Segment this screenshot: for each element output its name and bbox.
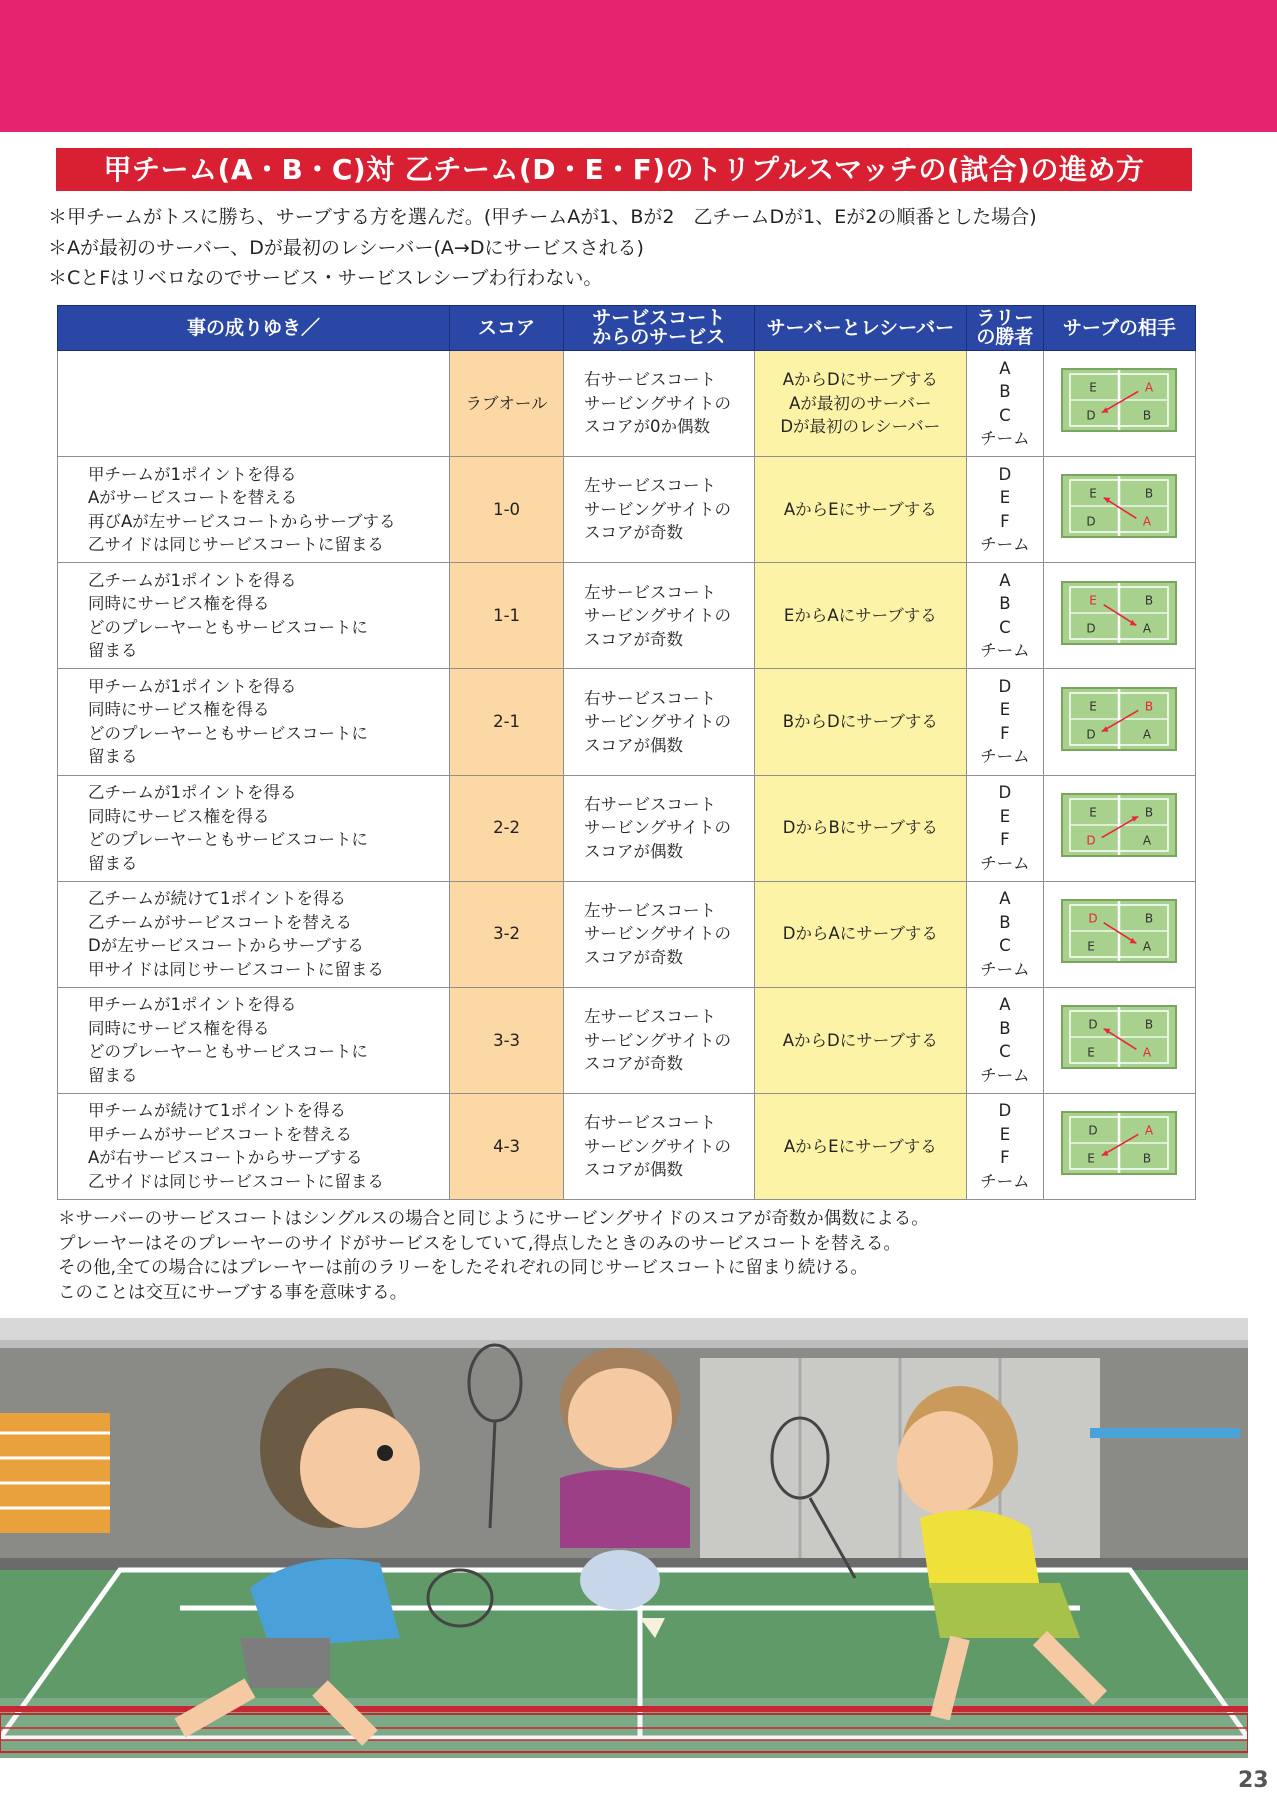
cell-line: 同時にサービス権を得る (88, 594, 270, 614)
cell-line: 留まる (88, 1065, 138, 1085)
court-diagram (1061, 368, 1177, 432)
table-row (58, 987, 1196, 1093)
court-player-label: D (1086, 408, 1096, 423)
cell-line: E (999, 700, 1011, 720)
court-player-label: B (1145, 911, 1154, 926)
cell-line: 同時にサービス権を得る (88, 700, 270, 720)
cell-line: スコアが偶数 (584, 735, 684, 755)
badminton-illustration (0, 1318, 1248, 1758)
cell-line: B (999, 594, 1011, 614)
serve-opponent-cell (1043, 457, 1195, 563)
cell-line: 右サービスコート (584, 688, 717, 708)
header-line: サービスコート (592, 307, 726, 329)
footnote-line: ＊サーバーのサービスコートはシングルスの場合と同じようにサービングサイドのスコアが奇数か偶数による。 (58, 1209, 929, 1229)
boy-eye (377, 1445, 393, 1461)
cell-line: D (998, 676, 1012, 696)
header-rally-winner (967, 306, 1044, 351)
intro-note: ＊CとFはリベロなのでサービス・サービスレシーブわ行わない。 (48, 267, 603, 289)
header-server-receiver: サーバーとレシーバー (754, 306, 966, 351)
score-cell: 4-3 (450, 1093, 564, 1199)
serve-opponent-cell (1043, 1093, 1195, 1199)
cell-line: どのプレーヤーともサービスコートに (88, 617, 368, 637)
cell-line: サービングサイトの (584, 606, 732, 626)
cell-line: A (999, 889, 1011, 909)
rally-winner-cell (967, 881, 1044, 987)
rally-winner-cell (967, 1093, 1044, 1199)
cell-line: スコアが偶数 (584, 1160, 684, 1180)
cell-line: スコアが0か偶数 (584, 417, 711, 437)
cell-line: チーム (980, 641, 1030, 661)
cell-line: どのプレーヤーともサービスコートに (88, 723, 368, 743)
bleacher-seats (0, 1413, 110, 1533)
court-player-label: E (1087, 1151, 1096, 1166)
serve-opponent-cell (1043, 563, 1195, 669)
cell-line: E (999, 1124, 1011, 1144)
rally-winner-cell (967, 563, 1044, 669)
server-receiver-cell (754, 987, 966, 1093)
service-court-cell (564, 987, 755, 1093)
cell-line: スコアが奇数 (584, 523, 684, 543)
court-player-label: E (1087, 1045, 1096, 1060)
event-cell (58, 351, 450, 457)
cell-line: 甲チームが1ポイントを得る (88, 995, 297, 1015)
serve-opponent-cell (1043, 669, 1195, 775)
table-row (58, 775, 1196, 881)
cell-line: E (999, 488, 1011, 508)
footnote-line: このことは交互にサーブする事を意味する。 (58, 1282, 408, 1303)
cell-line: 甲チームが続けて1ポイントを得る (88, 1101, 346, 1121)
cell-line: スコアが偶数 (584, 841, 684, 861)
cell-line: F (1000, 511, 1010, 531)
cell-line: 留まる (88, 641, 138, 661)
table-row (58, 881, 1196, 987)
score-cell: 3-2 (450, 881, 564, 987)
cell-line: AからDにサーブする (782, 370, 938, 390)
cell-line: DからBにサーブする (782, 818, 938, 838)
cell-line: 同時にサービス権を得る (88, 1018, 270, 1038)
intro-notes (48, 202, 1228, 294)
cell-line: AからEにサーブする (783, 499, 937, 519)
bench (1090, 1428, 1240, 1438)
cell-line: F (1000, 830, 1010, 850)
event-cell (58, 881, 450, 987)
court-player-label: E (1089, 593, 1098, 608)
center-shoe (580, 1550, 660, 1610)
cell-line: BからDにサーブする (782, 712, 938, 732)
rally-winner-cell (967, 351, 1044, 457)
service-court-cell (564, 669, 755, 775)
cell-line: 乙サイドは同じサービスコートに留まる (88, 535, 384, 555)
cell-line: 乙サイドは同じサービスコートに留まる (88, 1171, 384, 1191)
event-cell (58, 563, 450, 669)
court-player-label: D (1088, 911, 1098, 926)
cell-line: Dが最初のレシーバー (780, 417, 941, 437)
rally-winner-cell (967, 669, 1044, 775)
cell-line: チーム (980, 1065, 1030, 1085)
cell-line: 甲チームがサービスコートを替える (88, 1124, 352, 1144)
footnotes (58, 1207, 1218, 1305)
court-player-label: B (1143, 1151, 1152, 1166)
court-player-label: D (1086, 514, 1096, 529)
rally-winner-cell (967, 987, 1044, 1093)
serve-opponent-cell (1043, 881, 1195, 987)
court-player-label: A (1145, 1123, 1154, 1138)
center-shirt (560, 1470, 690, 1548)
service-court-cell (564, 457, 755, 563)
serve-opponent-cell (1043, 351, 1195, 457)
court-player-label: E (1089, 805, 1098, 820)
court-player-label: B (1145, 1017, 1154, 1032)
header-line: ラリー (976, 307, 1034, 329)
court-diagram (1061, 1111, 1177, 1175)
cell-line: どのプレーヤーともサービスコートに (88, 1042, 368, 1062)
cell-line: 右サービスコート (584, 1113, 717, 1133)
cell-line: A (999, 995, 1011, 1015)
cell-line: サービングサイトの (584, 712, 732, 732)
cell-line: 乙チームが続けて1ポイントを得る (88, 889, 346, 909)
cell-line: スコアが奇数 (584, 629, 684, 649)
header-serve-opponent: サーブの相手 (1043, 306, 1195, 351)
event-cell (58, 775, 450, 881)
server-receiver-cell (754, 351, 966, 457)
header-score: スコア (450, 306, 564, 351)
court-player-label: A (1143, 939, 1152, 954)
cell-line: サービングサイトの (584, 924, 732, 944)
court-player-label: D (1086, 727, 1096, 742)
cell-line: 甲サイドは同じサービスコートに留まる (88, 959, 384, 979)
cell-line: 右サービスコート (584, 794, 717, 814)
cell-line: F (1000, 723, 1010, 743)
server-receiver-cell (754, 563, 966, 669)
event-cell (58, 457, 450, 563)
cell-line: C (999, 405, 1011, 425)
score-cell: 1-1 (450, 563, 564, 669)
cell-line: チーム (980, 747, 1030, 767)
event-cell (58, 987, 450, 1093)
intro-note: ＊Aが最初のサーバー、Dが最初のレシーバー(A→Dにサービスされる) (48, 236, 644, 259)
cell-line: 左サービスコート (584, 900, 717, 920)
table-header-row (58, 306, 1196, 351)
court-player-label: A (1145, 380, 1154, 395)
serve-opponent-cell (1043, 987, 1195, 1093)
cell-line: B (999, 1018, 1011, 1038)
intro-note: ＊甲チームがトスに勝ち、サーブする方を選んだ。(甲チームAが1、Bが2 乙チームDが1、Eが2の順番とした場合) (48, 206, 1037, 228)
page-title: 甲チーム(A・B・C)対 乙チーム(D・E・F)のトリプルスマッチの(試合)の進め方 (56, 148, 1192, 191)
table-body (58, 351, 1196, 1200)
court-player-label: B (1145, 593, 1154, 608)
server-receiver-cell (754, 669, 966, 775)
header-line: の勝者 (976, 326, 1034, 348)
cell-line: Aが右サービスコートからサーブする (88, 1148, 363, 1168)
event-cell (58, 669, 450, 775)
cell-line: E (999, 806, 1011, 826)
cell-line: C (999, 617, 1011, 637)
court-diagram (1061, 474, 1177, 538)
cell-line: チーム (980, 853, 1030, 873)
cell-line: 留まる (88, 747, 138, 767)
footnote-line: その他,全ての場合にはプレーヤーは前のラリーをしたそれぞれの同じサービスコートに留まり続ける。 (58, 1258, 868, 1278)
boy-face (300, 1408, 420, 1528)
header-line: からのサービス (592, 326, 726, 348)
cell-line: 同時にサービス権を得る (88, 806, 270, 826)
server-receiver-cell (754, 775, 966, 881)
service-court-cell (564, 563, 755, 669)
cell-line: 乙チームがサービスコートを替える (88, 912, 352, 932)
serve-opponent-cell (1043, 775, 1195, 881)
cell-line: 左サービスコート (584, 1007, 717, 1027)
cell-line: 甲チームが1ポイントを得る (88, 676, 297, 696)
cell-line: F (1000, 1148, 1010, 1168)
cell-line: サービングサイトの (584, 499, 732, 519)
table-row (58, 457, 1196, 563)
court-diagram (1061, 687, 1177, 751)
cell-line: スコアが奇数 (584, 947, 684, 967)
court-player-label: D (1086, 621, 1096, 636)
cell-line: 乙チームが1ポイントを得る (88, 570, 297, 590)
cell-line: チーム (980, 429, 1030, 449)
cell-line: Aがサービスコートを替える (88, 488, 298, 508)
gym-ceiling-ledge (0, 1340, 1248, 1348)
cell-line: A (999, 570, 1011, 590)
boy-shorts (240, 1638, 330, 1688)
illustration-svg (0, 1318, 1248, 1758)
cell-line: チーム (980, 1171, 1030, 1191)
cell-line: Aが最初のサーバー (789, 393, 932, 413)
rotation-table (57, 305, 1196, 1200)
court-player-label: E (1089, 380, 1098, 395)
event-cell (58, 1093, 450, 1199)
footnote-line: プレーヤーはそのプレーヤーのサイドがサービスをしていて,得点したときのみのサービスコートを替える。 (58, 1233, 901, 1254)
court-player-label: B (1145, 805, 1154, 820)
cell-line: サービングサイトの (584, 1136, 732, 1156)
score-cell: ラブオール (450, 351, 564, 457)
cell-line: 左サービスコート (584, 582, 717, 602)
court-player-label: E (1087, 939, 1096, 954)
header-service-court (564, 306, 755, 351)
court-player-label: D (1086, 833, 1096, 848)
cell-line: D (998, 1101, 1012, 1121)
gym-ceiling-strip (0, 1318, 1248, 1340)
top-color-band (0, 0, 1277, 132)
cell-line: Dが左サービスコートからサーブする (88, 936, 364, 956)
cell-line: EからAにサーブする (783, 606, 937, 626)
score-cell: 3-3 (450, 987, 564, 1093)
cell-line: C (999, 936, 1011, 956)
court-player-label: A (1143, 833, 1152, 848)
score-cell: 2-2 (450, 775, 564, 881)
court-player-label: A (1143, 514, 1152, 529)
cell-line: DからAにサーブする (782, 924, 938, 944)
cell-line: D (998, 464, 1012, 484)
score-cell: 2-1 (450, 669, 564, 775)
court-player-label: B (1143, 408, 1152, 423)
court-player-label: B (1145, 486, 1154, 501)
service-court-cell (564, 881, 755, 987)
table-row (58, 669, 1196, 775)
cell-line: チーム (980, 959, 1030, 979)
table-row (58, 1093, 1196, 1199)
court-player-label: A (1143, 621, 1152, 636)
court-player-label: E (1089, 699, 1098, 714)
table-row (58, 351, 1196, 457)
cell-line: 右サービスコート (584, 370, 717, 390)
score-cell: 1-0 (450, 457, 564, 563)
court-player-label: B (1145, 699, 1154, 714)
cell-line: 再びAが左サービスコートからサーブする (88, 511, 396, 531)
service-court-cell (564, 1093, 755, 1199)
net-top-tape (0, 1706, 1248, 1712)
cell-line: AからEにサーブする (783, 1136, 937, 1156)
court-player-label: A (1143, 1045, 1152, 1060)
court-diagram (1061, 1005, 1177, 1069)
rally-winner-cell (967, 457, 1044, 563)
cell-line: AからDにサーブする (782, 1030, 938, 1050)
cell-line: D (998, 783, 1012, 803)
server-receiver-cell (754, 1093, 966, 1199)
court-player-label: D (1088, 1017, 1098, 1032)
court-diagram (1061, 581, 1177, 645)
court-diagram (1061, 899, 1177, 963)
girl-face (897, 1411, 993, 1515)
table-row (58, 563, 1196, 669)
court-diagram (1061, 793, 1177, 857)
cell-line: チーム (980, 535, 1030, 555)
court-player-label: E (1089, 486, 1098, 501)
cell-line: スコアが奇数 (584, 1054, 684, 1074)
cell-line: 乙チームが1ポイントを得る (88, 783, 297, 803)
cell-line: サービングサイトの (584, 393, 732, 413)
server-receiver-cell (754, 881, 966, 987)
page-number: 23 (1238, 1768, 1269, 1793)
cell-line: サービングサイトの (584, 818, 732, 838)
cell-line: B (999, 912, 1011, 932)
cell-line: C (999, 1042, 1011, 1062)
cell-line: 甲チームが1ポイントを得る (88, 464, 297, 484)
server-receiver-cell (754, 457, 966, 563)
cell-line: A (999, 358, 1011, 378)
cell-line: B (999, 382, 1011, 402)
service-court-cell (564, 775, 755, 881)
girl-skirt (930, 1583, 1080, 1638)
cell-line: 左サービスコート (584, 476, 717, 496)
service-court-cell (564, 351, 755, 457)
center-face (568, 1368, 672, 1468)
cell-line: どのプレーヤーともサービスコートに (88, 830, 368, 850)
cell-line: サービングサイトの (584, 1030, 732, 1050)
header-event: 事の成りゆき／ (58, 306, 450, 351)
court-player-label: A (1143, 727, 1152, 742)
cell-line: 留まる (88, 853, 138, 873)
court-player-label: D (1088, 1123, 1098, 1138)
rally-winner-cell (967, 775, 1044, 881)
